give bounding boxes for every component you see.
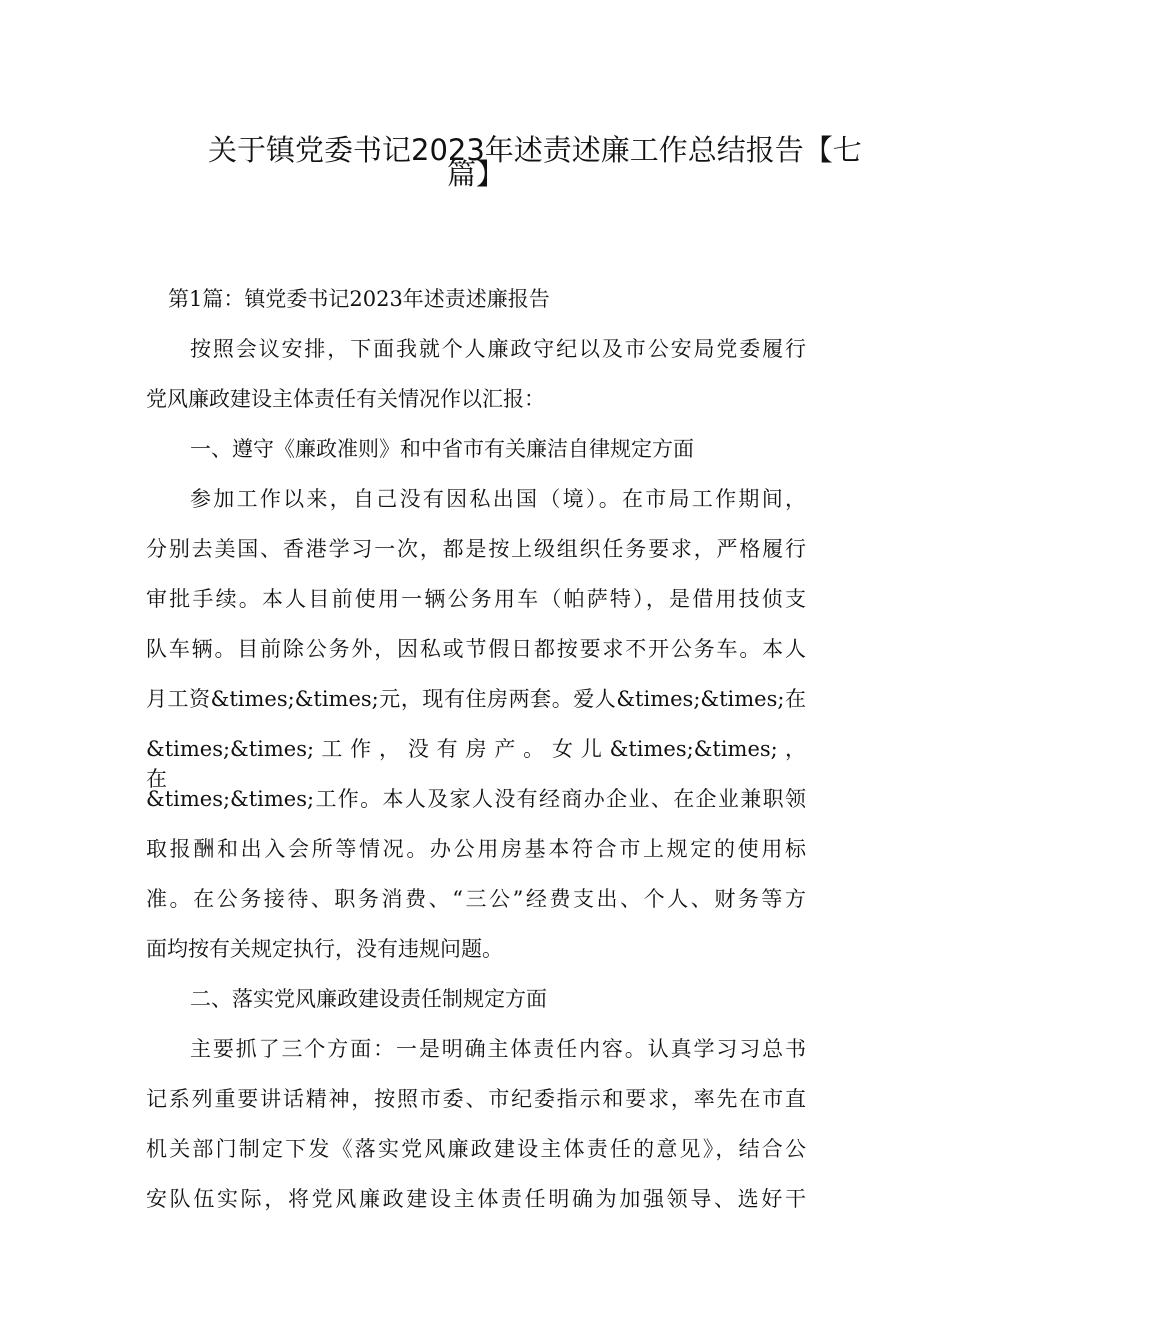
paragraph-line: 取报酬和出入会所等情况。办公用房基本符合市上规定的使用标 bbox=[146, 837, 806, 861]
document-title: 关于镇党委书记2023年述责述廉工作总结报告【七 bbox=[208, 133, 862, 167]
paragraph-line: 准。在公务接待、职务消费、“三公”经费支出、个人、财务等方 bbox=[146, 887, 806, 911]
paragraph-line: 按照会议安排，下面我就个人廉政守纪以及市公安局党委履行 bbox=[190, 337, 806, 361]
paragraph-line: 主要抓了三个方面：一是明确主体责任内容。认真学习习总书 bbox=[190, 1037, 806, 1061]
paragraph-line: 审批手续。本人目前使用一辆公务用车（帕萨特），是借用技侦支 bbox=[146, 587, 806, 611]
paragraph-line: 党风廉政建设主体责任有关情况作以汇报： bbox=[146, 387, 545, 411]
paragraph-line: 机关部门制定下发《落实党风廉政建设主体责任的意见》，结合公 bbox=[146, 1137, 806, 1161]
paragraph-line: 面均按有关规定执行，没有违规问题。 bbox=[146, 937, 503, 961]
paragraph-line: 安队伍实际，将党风廉政建设主体责任明确为加强领导、选好干 bbox=[146, 1187, 806, 1211]
paragraph-line: &times;&times; 工 作 ， 没 有 房 产 。 女 儿 &times;&times; ， 在 bbox=[146, 737, 806, 791]
paragraph-line: 月工资&times;&times;元，现有住房两套。爱人&times;&times;在 bbox=[146, 687, 806, 711]
paragraph-line: 队车辆。目前除公务外，因私或节假日都按要求不开公务车。本人 bbox=[146, 637, 806, 661]
paragraph-line: 参加工作以来，自己没有因私出国（境）。在市局工作期间， bbox=[190, 487, 806, 511]
subsection-heading: 一、遵守《廉政准则》和中省市有关廉洁自律规定方面 bbox=[190, 437, 694, 461]
paragraph-line: &times;&times;工作。本人及家人没有经商办企业、在企业兼职领 bbox=[146, 787, 806, 811]
document-title-continuation: 篇】 bbox=[447, 157, 506, 191]
section-heading-article-1: 第1篇：镇党委书记2023年述责述廉报告 bbox=[168, 287, 550, 311]
paragraph-line: 分别去美国、香港学习一次，都是按上级组织任务要求，严格履行 bbox=[146, 537, 806, 561]
paragraph-line: 记系列重要讲话精神，按照市委、市纪委指示和要求，率先在市直 bbox=[146, 1087, 806, 1111]
subsection-heading: 二、落实党风廉政建设责任制规定方面 bbox=[190, 987, 547, 1011]
